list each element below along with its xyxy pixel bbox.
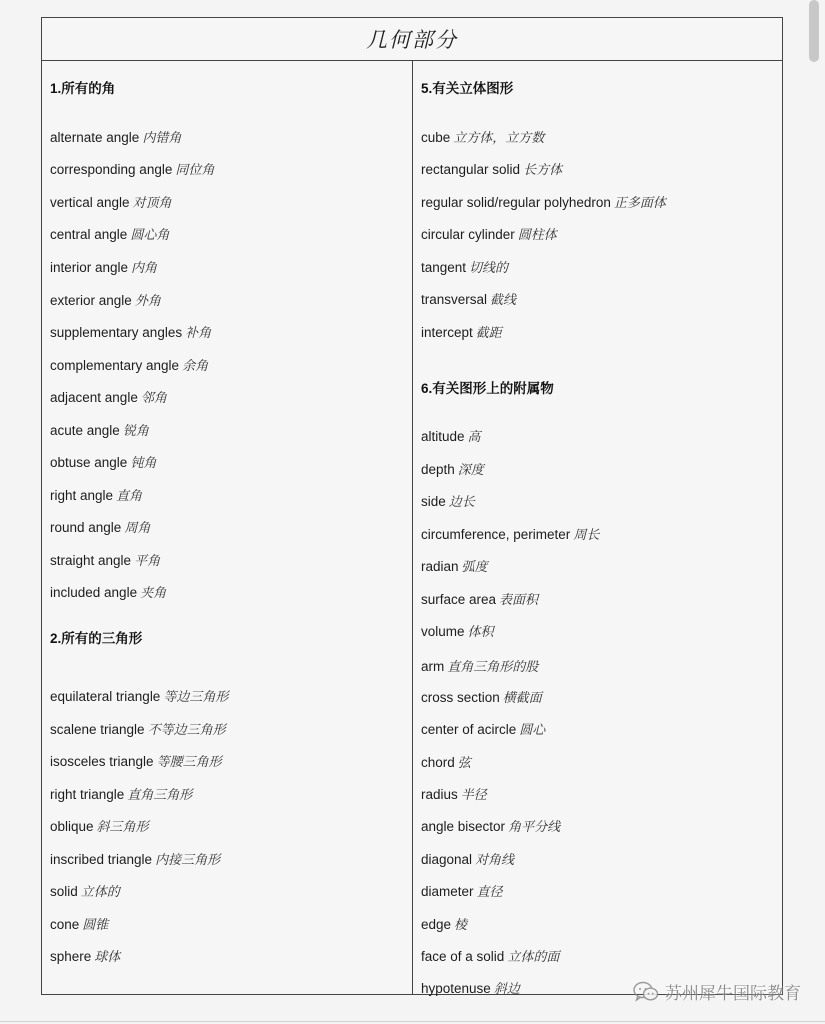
term-item: [421, 881, 503, 900]
term-item: [50, 686, 228, 705]
wechat-icon: [633, 981, 659, 1003]
term-chinese: 等边三角形: [163, 690, 229, 705]
term-item: [421, 816, 560, 835]
term-english: supplementary angles: [50, 325, 183, 340]
term-chinese: 斜边: [493, 982, 520, 997]
scrollbar-thumb[interactable]: [809, 0, 819, 62]
term-item: [50, 192, 172, 211]
term-item: [421, 752, 471, 771]
term-chinese: 外角: [134, 294, 161, 309]
term-chinese: 补角: [185, 326, 212, 341]
term-item: [421, 491, 475, 510]
term-item: [50, 127, 181, 146]
term-chinese: 切线的: [469, 261, 509, 276]
term-item: [50, 322, 211, 341]
term-english: straight angle: [50, 553, 132, 568]
term-english: arm: [421, 659, 445, 674]
term-item: [421, 426, 481, 445]
section-heading: 1.所有的角: [50, 81, 116, 96]
term-english: scalene triangle: [50, 722, 145, 737]
term-english: circumference, perimeter: [421, 527, 571, 542]
term-item: [50, 719, 226, 738]
term-english: hypotenuse: [421, 981, 491, 996]
term-chinese: 对角线: [475, 853, 515, 868]
title-row: [42, 18, 782, 61]
term-item: [421, 914, 467, 933]
term-item: [50, 257, 157, 276]
term-chinese: 圆心角: [130, 228, 170, 243]
term-item: [421, 656, 538, 675]
vocabulary-table: [41, 17, 783, 995]
term-item: [50, 946, 120, 965]
term-english: rectangular solid: [421, 162, 521, 177]
page-title: 几何部分: [366, 28, 458, 52]
term-english: vertical angle: [50, 195, 130, 210]
term-item: [421, 946, 559, 965]
term-chinese: 横截面: [502, 691, 542, 706]
term-item: [50, 550, 160, 569]
term-item: [421, 459, 484, 478]
term-chinese: 体积: [467, 625, 494, 640]
term-chinese: 立方体，立方数: [453, 131, 545, 146]
term-chinese: 直角三角形: [127, 788, 193, 803]
term-chinese: 圆锥: [82, 918, 109, 933]
term-chinese: 同位角: [175, 163, 215, 178]
term-english: diameter: [421, 884, 474, 899]
watermark-text: 苏州犀牛国际教育: [665, 984, 801, 1004]
term-item: [421, 322, 502, 341]
term-chinese: 正多面体: [613, 196, 666, 211]
bottom-divider: [0, 1021, 825, 1022]
term-chinese: 内角: [131, 261, 158, 276]
term-chinese: 直角三角形的股: [447, 660, 539, 675]
term-english: round angle: [50, 520, 122, 535]
term-chinese: 球体: [94, 950, 121, 965]
section-heading: 6.有关图形上的附属物: [421, 381, 554, 396]
term-english: radius: [421, 787, 458, 802]
term-english: diagonal: [421, 852, 473, 867]
term-english: solid: [50, 884, 78, 899]
term-chinese: 对顶角: [132, 196, 172, 211]
term-chinese: 截距: [475, 326, 502, 341]
term-item: [50, 420, 149, 439]
term-english: exterior angle: [50, 293, 132, 308]
term-item: [421, 687, 542, 706]
term-english: radian: [421, 559, 459, 574]
term-english: inscribed triangle: [50, 852, 153, 867]
term-english: included angle: [50, 585, 138, 600]
watermark: [633, 979, 801, 1004]
term-english: altitude: [421, 429, 465, 444]
term-chinese: 平角: [134, 554, 161, 569]
term-chinese: 弧度: [461, 560, 488, 575]
term-english: depth: [421, 462, 455, 477]
term-english: intercept: [421, 325, 473, 340]
term-item: [50, 816, 149, 835]
term-english: cross section: [421, 690, 500, 705]
term-item: [50, 849, 220, 868]
term-english: edge: [421, 917, 452, 932]
term-item: [421, 127, 544, 146]
term-chinese: 棱: [454, 918, 468, 933]
term-chinese: 表面积: [499, 593, 539, 608]
term-english: adjacent angle: [50, 390, 138, 405]
term-chinese: 圆心: [519, 723, 546, 738]
term-chinese: 不等边三角形: [147, 723, 226, 738]
term-chinese: 深度: [457, 463, 484, 478]
term-chinese: 余角: [182, 359, 209, 374]
term-item: [50, 159, 214, 178]
term-english: tangent: [421, 260, 467, 275]
term-item: [50, 290, 161, 309]
term-chinese: 长方体: [523, 163, 563, 178]
term-english: oblique: [50, 819, 94, 834]
term-item: [421, 289, 516, 308]
term-chinese: 弦: [457, 756, 471, 771]
term-item: [421, 556, 488, 575]
term-item: [50, 751, 222, 770]
term-item: [421, 159, 562, 178]
term-chinese: 高: [467, 430, 481, 445]
term-chinese: 锐角: [122, 424, 149, 439]
term-item: [421, 192, 666, 211]
term-chinese: 直径: [476, 885, 503, 900]
term-item: [421, 719, 545, 738]
term-item: [421, 524, 599, 543]
term-english: volume: [421, 624, 465, 639]
term-item: [50, 881, 120, 900]
term-english: complementary angle: [50, 358, 180, 373]
term-chinese: 圆柱体: [517, 228, 557, 243]
term-item: [50, 387, 167, 406]
term-item: [421, 978, 520, 997]
term-item: [421, 621, 494, 640]
term-item: [50, 784, 192, 803]
term-chinese: 角平分线: [508, 820, 561, 835]
term-item: [50, 355, 208, 374]
term-item: [421, 784, 487, 803]
term-item: [421, 589, 538, 608]
term-english: right triangle: [50, 787, 125, 802]
column-divider: [412, 61, 413, 994]
term-english: acute angle: [50, 423, 120, 438]
term-chinese: 钝角: [130, 456, 157, 471]
term-chinese: 邻角: [140, 391, 167, 406]
term-chinese: 斜三角形: [96, 820, 149, 835]
term-item: [50, 582, 166, 601]
section-heading: 5.有关立体图形: [421, 81, 514, 96]
term-english: transversal: [421, 292, 488, 307]
term-chinese: 边长: [448, 495, 475, 510]
term-english: right angle: [50, 488, 114, 503]
term-english: central angle: [50, 227, 128, 242]
term-english: circular cylinder: [421, 227, 515, 242]
term-chinese: 内接三角形: [155, 853, 221, 868]
section-heading: 2.所有的三角形: [50, 631, 143, 646]
term-english: regular solid/regular polyhedron: [421, 195, 611, 210]
term-item: [50, 914, 108, 933]
term-english: equilateral triangle: [50, 689, 161, 704]
term-item: [421, 849, 514, 868]
term-chinese: 立体的: [80, 885, 120, 900]
term-english: chord: [421, 755, 455, 770]
term-english: cone: [50, 917, 80, 932]
term-chinese: 周长: [573, 528, 600, 543]
term-chinese: 截线: [490, 293, 517, 308]
term-english: face of a solid: [421, 949, 505, 964]
term-item: [50, 485, 142, 504]
term-item: [50, 224, 169, 243]
term-english: isosceles triangle: [50, 754, 154, 769]
term-item: [421, 224, 557, 243]
term-english: corresponding angle: [50, 162, 173, 177]
term-item: [50, 517, 150, 536]
term-english: alternate angle: [50, 130, 140, 145]
term-english: cube: [421, 130, 451, 145]
term-english: interior angle: [50, 260, 129, 275]
term-english: angle bisector: [421, 819, 506, 834]
term-english: obtuse angle: [50, 455, 128, 470]
term-english: side: [421, 494, 446, 509]
term-chinese: 周角: [124, 521, 151, 536]
term-chinese: 立体的面: [507, 950, 560, 965]
term-chinese: 内错角: [142, 131, 182, 146]
term-english: surface area: [421, 592, 497, 607]
term-english: center of acircle: [421, 722, 517, 737]
term-chinese: 半径: [460, 788, 487, 803]
term-item: [421, 257, 508, 276]
term-chinese: 夹角: [140, 586, 167, 601]
term-english: sphere: [50, 949, 92, 964]
term-chinese: 直角: [116, 489, 143, 504]
term-item: [50, 452, 156, 471]
term-chinese: 等腰三角形: [156, 755, 222, 770]
